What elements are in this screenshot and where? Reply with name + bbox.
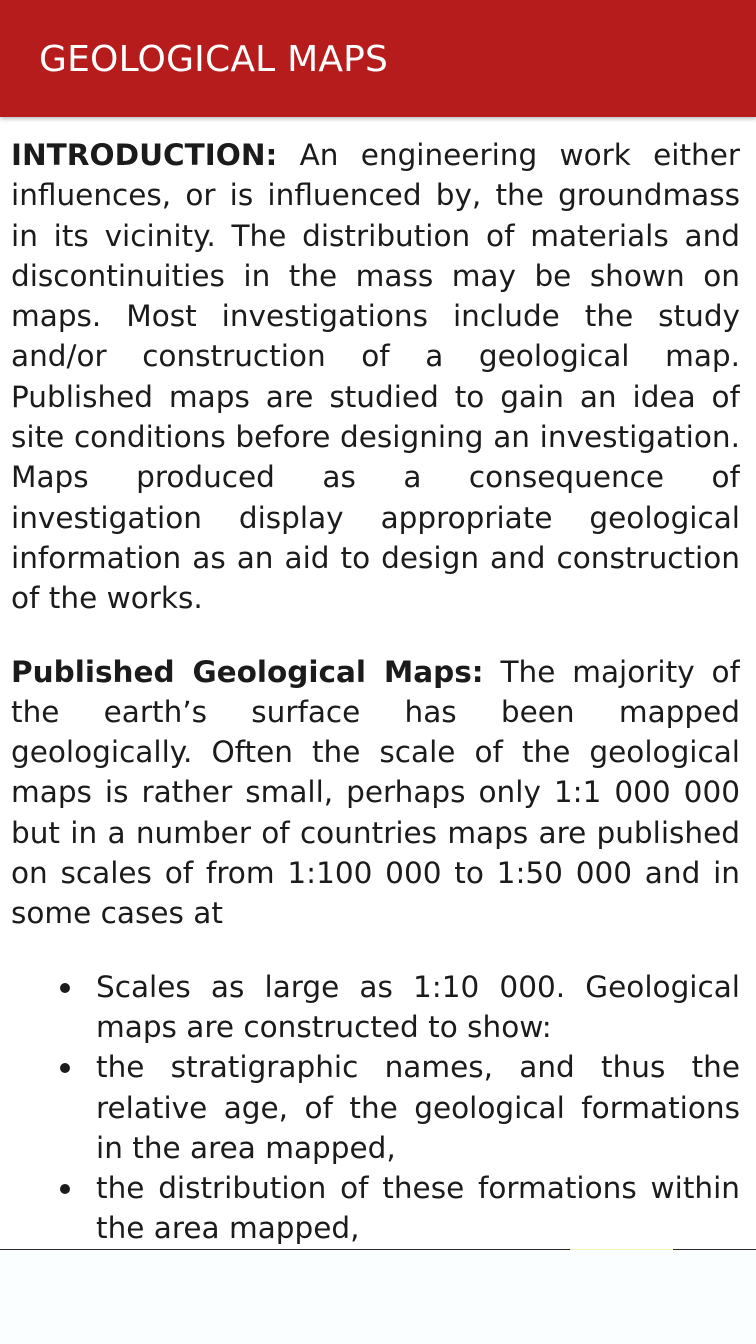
bottom-banner-area [0,1250,756,1344]
list-item [96,967,740,1048]
bullet-icon [60,983,70,993]
page-title: GEOLOGICAL MAPS [39,39,389,80]
list-item [96,1047,740,1168]
list-item-text: the distribution of these formations within the area mapped, [96,1171,740,1246]
bullet-icon [60,1063,70,1073]
intro-text: An engineering work either influences, or is influenced by, the groundmass in its vicinity. The distribution of materials and discontinuities in the mass may be shown on maps. Most investigations include the study and/or construction of a geological map. Published maps are studied to gain an idea of site conditions before designing an investigation. Maps produced as a consequence of investigation display appropriate geological information as an aid to design and construction of the works. [11,138,740,616]
list-item [96,1168,740,1249]
intro-heading: INTRODUCTION: [11,138,278,172]
published-maps-paragraph [11,652,740,934]
list-item-text: the stratigraphic names, and thus the relative age, of the geological formations in the area mapped, [96,1050,740,1165]
app-bar [0,0,756,117]
article-content[interactable] [11,135,740,1249]
bullet-list [11,967,740,1249]
published-maps-text: The majority of the earth’s surface has been mapped geologically. Often the scale of the geological maps is rather small, perhaps only 1:1 000 000 but in a number of countries maps are published on scales of from 1:100 000 to 1:50 000 and in some cases at [11,654,740,931]
intro-paragraph [11,135,740,619]
list-item-text: Scales as large as 1:10 000. Geological maps are constructed to show: [96,969,740,1044]
published-maps-heading: Published Geological Maps: [11,654,484,689]
bullet-icon [60,1184,70,1194]
